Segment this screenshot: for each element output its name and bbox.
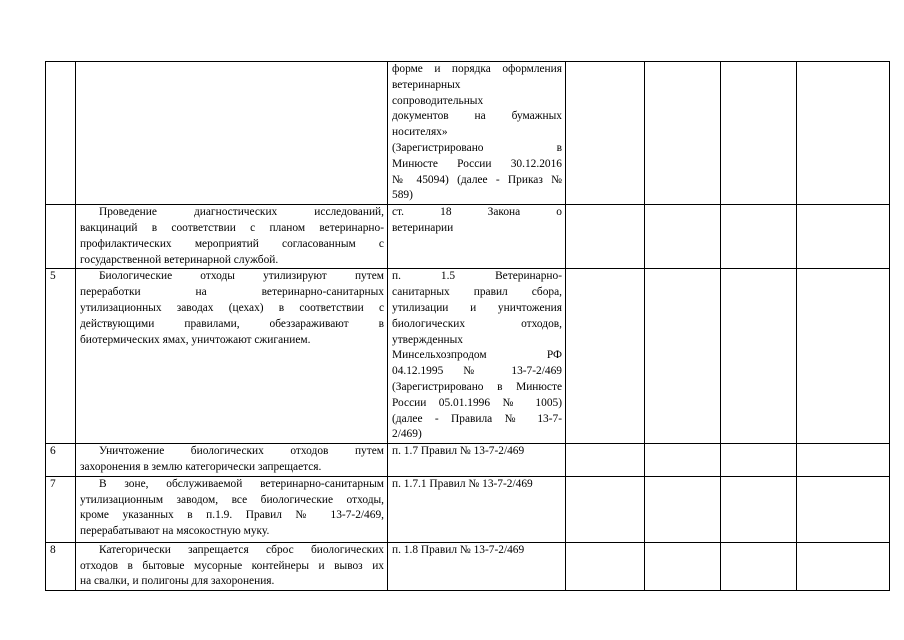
row-number-cell (46, 205, 76, 269)
empty-cell (645, 269, 721, 444)
row-number: 6 (50, 445, 56, 458)
empty-cell (797, 205, 890, 269)
reference-line: п. 1.5 Ветеринарно- (392, 270, 562, 283)
reference-line: утилизации и уничтожения (392, 301, 562, 314)
row-number: 5 (50, 270, 56, 283)
row-number-cell (46, 444, 76, 477)
requirement-line: профилактических мероприятий согласованным с (80, 237, 384, 250)
empty-cell (566, 542, 645, 590)
row-number-cell (46, 62, 76, 205)
reference-line: биологических отходов, (392, 317, 562, 330)
row-number-cell (46, 269, 76, 444)
table-row (46, 62, 890, 205)
requirement-line: Биологические отходы утилизируют путем (99, 270, 384, 283)
reference-line: п. 1.7 Правил № 13-7-2/469 (392, 445, 525, 458)
reference-line: 04.12.1995 № 13-7-2/469 (392, 365, 562, 378)
requirement-cell (76, 62, 388, 205)
requirement-line: кроме указанных в п.1.9. Правил № 13-7-2/469, (80, 509, 384, 522)
empty-cell (566, 476, 645, 542)
requirement-cell (76, 205, 388, 269)
requirement-line: перерабатывают на мясокостную муку. (80, 525, 270, 538)
requirement-line: вакцинаций в соответствии с планом ветеринарно- (80, 221, 384, 234)
reference-cell (388, 269, 566, 444)
reference-line: 589) (392, 189, 413, 202)
reference-line: п. 1.7.1 Правил № 13-7-2/469 (392, 477, 533, 490)
empty-cell (566, 62, 645, 205)
empty-cell (566, 444, 645, 477)
reference-line: форме и порядка оформления (392, 63, 562, 75)
requirement-line: В зоне, обслуживаемой ветеринарно-санитарным (99, 477, 384, 490)
row-number-cell (46, 476, 76, 542)
reference-line: (далее - Правила № 13-7- (392, 412, 562, 425)
reference-cell (388, 205, 566, 269)
reference-line: ветеринарии (392, 221, 454, 234)
row-number-cell (46, 542, 76, 590)
table-body (46, 62, 890, 591)
empty-cell (721, 269, 797, 444)
reference-line: 2/469) (392, 428, 422, 441)
empty-cell (797, 476, 890, 542)
reference-line: санитарных правил сбора, (392, 286, 562, 299)
table-row (46, 542, 890, 590)
empty-cell (645, 542, 721, 590)
requirement-cell (76, 542, 388, 590)
reference-line: России 05.01.1996 № 1005) (392, 396, 562, 409)
empty-cell (797, 269, 890, 444)
table-row (46, 269, 890, 444)
reference-line: сопроводительных (392, 94, 484, 107)
empty-cell (566, 205, 645, 269)
reference-line: Минсельхозпродом РФ (392, 349, 562, 362)
requirement-line: утилизационным заводом, все биологические отходы, (80, 493, 384, 506)
reference-line: № 45094) (далее - Приказ № (392, 173, 562, 186)
reference-line: утвержденных (392, 333, 463, 346)
empty-cell (645, 205, 721, 269)
row-number: 7 (50, 477, 56, 490)
requirement-line: утилизационных заводах (цехах) в соответствии с (80, 301, 384, 314)
reference-line: п. 1.8 Правил № 13-7-2/469 (392, 543, 525, 556)
requirement-line: на свалки, и полигоны для захоронения. (80, 575, 275, 588)
requirement-line: Категорически запрещается сброс биологических (99, 543, 384, 556)
table-row (46, 444, 890, 477)
requirement-line: переработки на ветеринарно-санитарных (80, 286, 384, 299)
empty-cell (566, 269, 645, 444)
empty-cell (645, 444, 721, 477)
requirement-line: захоронения в землю категорически запрещается. (80, 460, 322, 473)
empty-cell (721, 542, 797, 590)
requirement-cell (76, 269, 388, 444)
reference-line: носителях» (392, 126, 448, 139)
requirement-line: отходов в бытовые мусорные контейнеры и вывоз их (80, 559, 384, 572)
empty-cell (721, 476, 797, 542)
reference-cell (388, 476, 566, 542)
reference-line: (Зарегистрировано в Минюсте (392, 380, 562, 393)
requirement-line: государственной ветеринарной службой. (80, 253, 279, 266)
empty-cell (645, 476, 721, 542)
requirement-cell (76, 476, 388, 542)
reference-cell (388, 444, 566, 477)
empty-cell (721, 444, 797, 477)
reference-line: ветеринарных (392, 78, 461, 91)
requirement-line: Проведение диагностических исследований, (99, 206, 384, 219)
reference-cell (388, 542, 566, 590)
table-row (46, 205, 890, 269)
empty-cell (797, 542, 890, 590)
table-row (46, 476, 890, 542)
reference-line: Минюсте России 30.12.2016 (392, 157, 562, 170)
empty-cell (721, 62, 797, 205)
requirement-line: биотермических ямах, уничтожают сжиганием. (80, 333, 311, 346)
reference-cell (388, 62, 566, 205)
reference-line: ст. 18 Закона о (392, 206, 562, 219)
reference-line: документов на бумажных (392, 110, 562, 123)
reference-line: (Зарегистрировано в (392, 141, 562, 154)
empty-cell (797, 62, 890, 205)
requirement-cell (76, 444, 388, 477)
empty-cell (797, 444, 890, 477)
requirements-table (45, 61, 890, 591)
requirement-line: Уничтожение биологических отходов путем (99, 445, 384, 458)
row-number: 8 (50, 543, 56, 556)
requirement-line: действующими правилами, обеззараживают в (80, 317, 384, 330)
empty-cell (721, 205, 797, 269)
empty-cell (645, 62, 721, 205)
